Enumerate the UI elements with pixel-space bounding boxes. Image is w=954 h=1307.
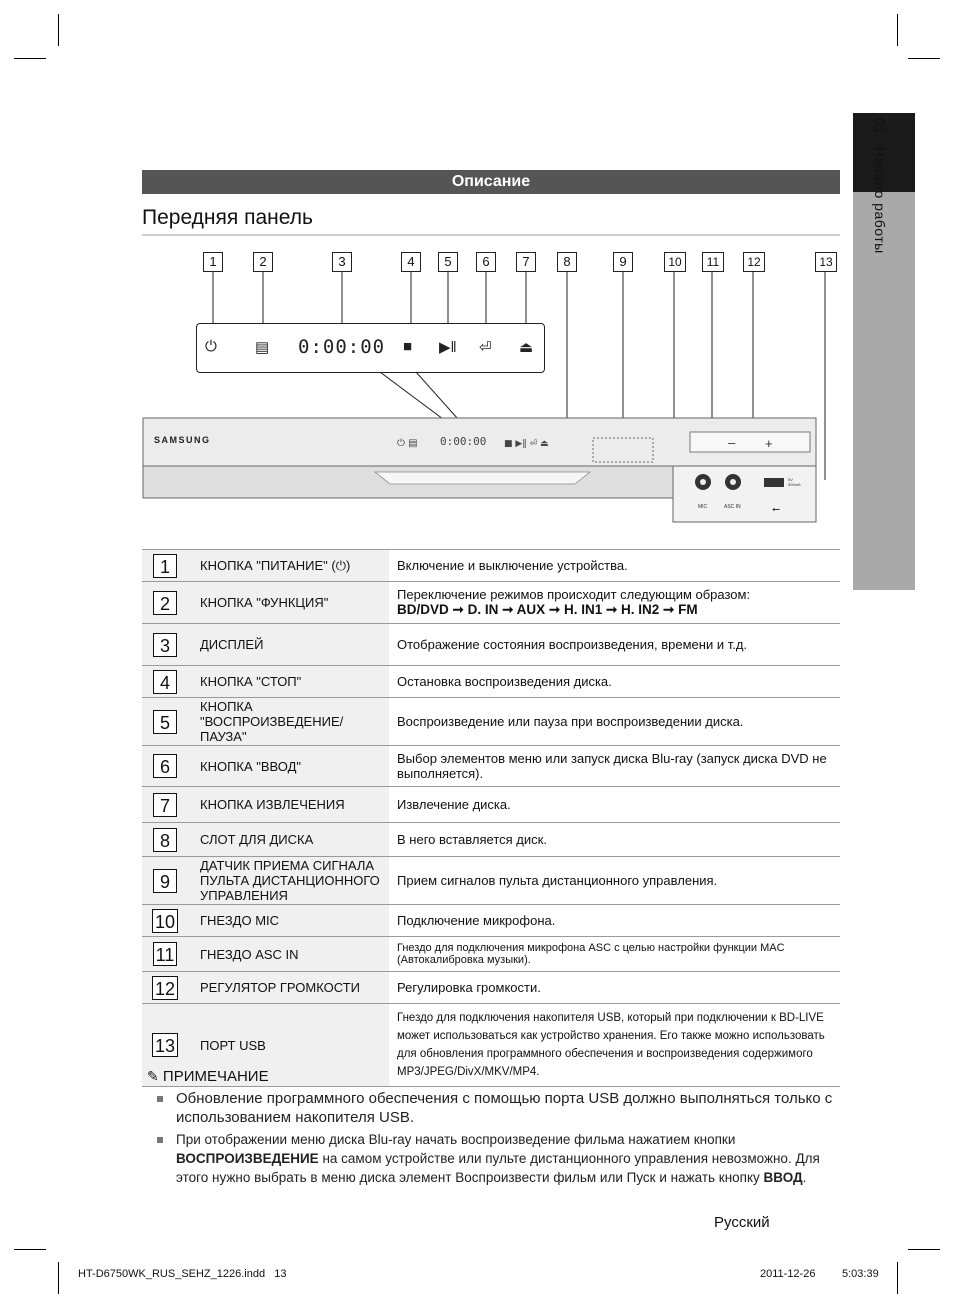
callout-6: 6	[476, 252, 496, 272]
part-description: Извлечение диска.	[397, 797, 511, 812]
table-row	[142, 857, 840, 905]
table-row	[142, 937, 840, 972]
callout-2: 2	[253, 252, 273, 272]
svg-text:+: +	[765, 436, 773, 451]
callout-11: 11	[702, 252, 724, 272]
part-name: КНОПКА "СТОП"	[188, 666, 389, 698]
bullet-marker	[157, 1096, 163, 1102]
part-name: КНОПКА ИЗВЛЕЧЕНИЯ	[188, 787, 389, 823]
callout-13: 13	[815, 252, 837, 272]
table-row	[142, 624, 840, 666]
part-description: Прием сигналов пульта дистанционного управления.	[397, 873, 718, 888]
note-bullet-2: При отображении меню диска Blu-ray начать воспроизведение фильма нажатием кнопки ВОСПРОИЗВЕДЕНИЕ на самом устройстве или пульте дистанционного управления невозможно. Для этого нужно выбрать в меню диска элемент Воспроизвести фильм или Пуск и нажать кнопку ВВОД.	[157, 1130, 847, 1187]
page-heading: Передняя панель	[142, 206, 313, 229]
function-icon: ▤	[255, 339, 270, 356]
chapter-number: 01	[872, 118, 888, 135]
row-number-badge: 6	[153, 754, 177, 778]
part-name: КНОПКА "ПИТАНИЕ" (⏻)	[188, 550, 389, 582]
part-description: Гнездо для подключения микрофона ASC с целью настройки функции MAC (Автокалибровка музыки).	[397, 942, 785, 966]
footer-filename: HT-D6750WK_RUS_SEHZ_1226.indd 13	[78, 1268, 287, 1280]
part-description: Воспроизведение или пауза при воспроизведении диска.	[397, 714, 744, 729]
row-number-badge: 10	[152, 909, 178, 933]
table-row	[142, 582, 840, 624]
callout-1: 1	[203, 252, 223, 272]
asc-jack-label: ASC IN	[724, 504, 741, 510]
callout-5: 5	[438, 252, 458, 272]
table-row	[142, 550, 840, 582]
part-name: КНОПКА "ВОСПРОИЗВЕДЕНИЕ/ПАУЗА"	[188, 698, 389, 746]
part-description: Переключение режимов происходит следующим образом:	[397, 587, 751, 602]
row-number-badge: 3	[153, 633, 177, 657]
part-description: Подключение микрофона.	[397, 913, 556, 928]
callout-10: 10	[664, 252, 686, 272]
part-name: ДАТЧИК ПРИЕМА СИГНАЛА ПУЛЬТА ДИСТАНЦИОННОГО УПРАВЛЕНИЯ	[188, 857, 389, 905]
panel-display: 0:00:00	[298, 336, 386, 358]
footer-time: 5:03:39	[842, 1268, 879, 1280]
row-number-badge: 8	[153, 828, 177, 852]
power-icon: ⏻	[205, 338, 217, 355]
note-title: ✎ ПРИМЕЧАНИЕ	[147, 1068, 269, 1085]
part-name: ПОРТ USB	[188, 1004, 389, 1087]
part-name: РЕГУЛЯТОР ГРОМКОСТИ	[188, 972, 389, 1004]
table-row	[142, 787, 840, 823]
row-number-badge: 5	[153, 710, 177, 734]
note-bullet-1: Обновление программного обеспечения с помощью порта USB должно выполняться только с использованием накопителя USB.	[157, 1089, 837, 1127]
part-description: Включение и выключение устройства.	[397, 558, 628, 573]
row-number-badge: 2	[153, 591, 177, 615]
crop-mark	[908, 1249, 940, 1250]
svg-text:⏻ ▤: ⏻ ▤	[397, 438, 418, 449]
mic-jack-label: MIC	[698, 504, 708, 510]
part-description: Гнездо для подключения накопителя USB, который при подключении к BD-LIVE может использоваться как устройство хранения. Его также можно использовать для обновления программного обеспечения и воспроизведения содержимого MP3/JPEG/DivX/MKV/MP4.	[397, 1012, 825, 1078]
section-bar: Описание	[142, 170, 840, 194]
callout-9: 9	[613, 252, 633, 272]
part-name: ДИСПЛЕЙ	[188, 624, 389, 666]
svg-text:■ ▶‖ ⏎ ⏏: ■ ▶‖ ⏎ ⏏	[504, 439, 549, 449]
row-number-badge: 7	[153, 793, 177, 817]
row-number-badge: 4	[153, 670, 177, 694]
stop-icon: ■	[403, 338, 413, 355]
table-row	[142, 823, 840, 857]
pencil-icon: ✎	[147, 1068, 159, 1084]
part-name: ГНЕЗДО ASC IN	[188, 937, 389, 972]
part-name: КНОПКА "ВВОД"	[188, 746, 389, 787]
callout-3: 3	[332, 252, 352, 272]
part-description: Отображение состояния воспроизведения, времени и т.д.	[397, 637, 748, 652]
part-description: В него вставляется диск.	[397, 832, 547, 847]
svg-text:⭠: ⭠	[772, 504, 780, 515]
footer-date: 2011-12-26	[760, 1268, 816, 1280]
callout-12: 12	[743, 252, 765, 272]
svg-text:–: –	[728, 435, 736, 450]
play-pause-icon: ▶‖	[439, 339, 457, 356]
part-name: КНОПКА "ФУНКЦИЯ"	[188, 582, 389, 624]
crop-mark	[14, 1249, 46, 1250]
usb-rating-label: 5V 500mA	[788, 477, 801, 487]
table-row	[142, 905, 840, 937]
part-description: Регулировка громкости.	[397, 980, 541, 995]
callout-4: 4	[401, 252, 421, 272]
part-name: ГНЕЗДО MIC	[188, 905, 389, 937]
row-number-badge: 11	[153, 942, 178, 966]
callout-7: 7	[516, 252, 536, 272]
footer-language: Русский	[714, 1214, 770, 1231]
device-display: 0:00:00	[440, 435, 487, 448]
row-number-badge: 13	[152, 1033, 178, 1057]
eject-icon: ⏏	[519, 339, 534, 356]
table-row	[142, 746, 840, 787]
crop-mark	[58, 1262, 59, 1294]
table-row	[142, 972, 840, 1004]
device-brand: SAMSUNG	[154, 435, 211, 445]
bullet-marker	[157, 1137, 163, 1143]
function-sequence: BD/DVD ➞ D. IN ➞ AUX ➞ H. IN1 ➞ H. IN2 ➞ FM	[397, 602, 698, 617]
row-number-badge: 1	[153, 554, 177, 578]
row-number-badge: 12	[152, 976, 178, 1000]
table-row	[142, 666, 840, 698]
chapter-title: Начало работы	[872, 146, 888, 254]
part-description: Остановка воспроизведения диска.	[397, 674, 612, 689]
table-row	[142, 698, 840, 746]
part-description: Выбор элементов меню или запуск диска Blu-ray (запуск диска DVD не выполняется).	[397, 751, 827, 781]
enter-icon: ⏎	[479, 339, 492, 356]
callout-8: 8	[557, 252, 577, 272]
parts-table	[142, 549, 840, 1087]
crop-mark	[897, 1262, 898, 1294]
front-panel-diagram	[0, 0, 954, 545]
row-number-badge: 9	[153, 869, 177, 893]
part-name: СЛОТ ДЛЯ ДИСКА	[188, 823, 389, 857]
